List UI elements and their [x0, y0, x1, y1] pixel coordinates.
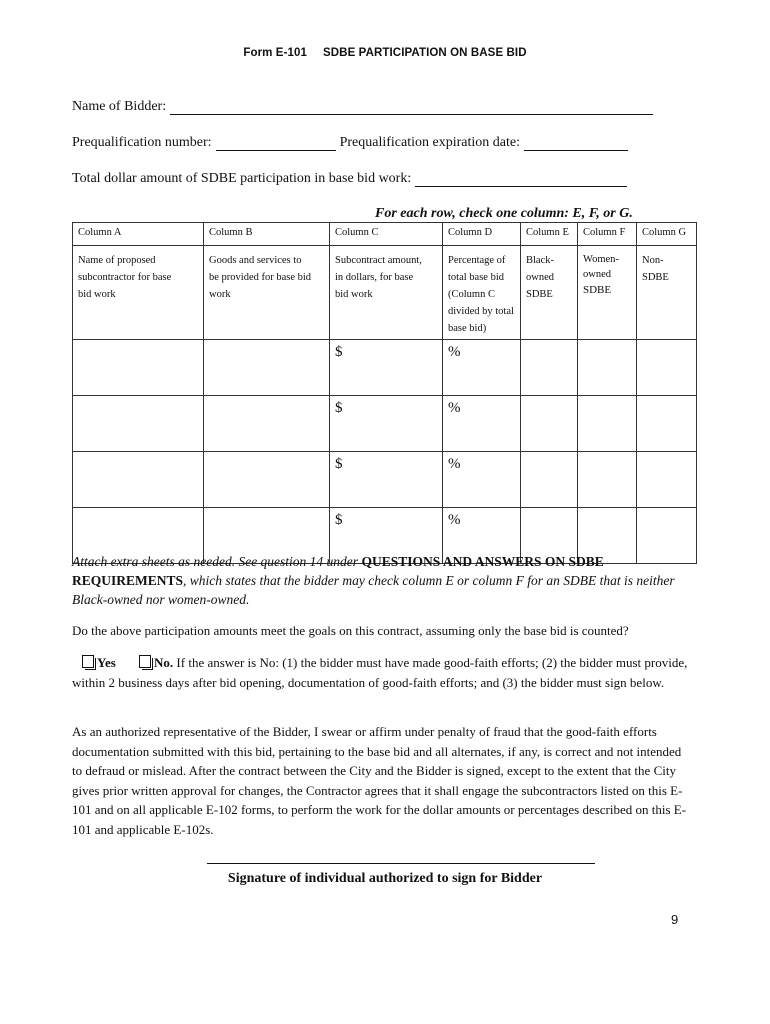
desc-line: be provided for base bid [209, 272, 312, 283]
column-description-row [73, 246, 697, 340]
column-b-description [204, 246, 330, 340]
desc-line: Goods and services to [209, 255, 302, 266]
column-f-description [578, 246, 637, 340]
column-g-description [637, 246, 697, 340]
non-sdbe-checkbox-cell[interactable] [637, 340, 697, 396]
form-name: SDBE PARTICIPATION ON BASE BID [323, 47, 527, 59]
dollar-sign: $ [335, 456, 343, 472]
women-owned-checkbox-cell[interactable] [578, 452, 637, 508]
desc-line: in dollars, for base [335, 272, 414, 283]
desc-line: SDBE [583, 284, 612, 296]
prequal-number-field[interactable] [216, 136, 336, 151]
table-row [73, 396, 697, 452]
percentage-cell[interactable] [443, 452, 521, 508]
dollar-sign: $ [335, 400, 343, 416]
black-owned-checkbox-cell[interactable] [521, 396, 578, 452]
extra-sheets-note [72, 552, 692, 609]
desc-line: owned [526, 272, 554, 283]
yes-label: Yes [97, 655, 116, 670]
subcontract-amount-cell[interactable] [330, 396, 443, 452]
signature-line[interactable] [207, 863, 595, 864]
subcontractor-name-cell[interactable] [73, 340, 204, 396]
dollar-sign: $ [335, 344, 343, 360]
form-title [0, 47, 770, 59]
prequal-expiration-label: Prequalification expiration date: [339, 135, 520, 150]
yes-checkbox[interactable] [82, 655, 94, 668]
participation-table [72, 222, 697, 564]
column-a-header: Column A [73, 223, 204, 246]
prequal-number-label: Prequalification number: [72, 135, 212, 150]
dollar-sign: $ [335, 512, 343, 528]
column-c-description [330, 246, 443, 340]
goods-services-cell[interactable] [204, 452, 330, 508]
desc-line: total base bid [448, 272, 504, 283]
signature-caption: Signature of individual authorized to sign for Bidder [227, 871, 543, 886]
total-dollar-row [72, 171, 627, 187]
table-row [73, 340, 697, 396]
note-reference: QUESTIONS AND ANSWERS ON SDBE REQUIREMENTS [72, 554, 604, 588]
note-text: Attach extra sheets as needed. See question 14 under [72, 554, 362, 569]
total-dollar-field[interactable] [415, 172, 627, 187]
no-answer-text: If the answer is No: (1) the bidder must have made good-faith efforts; (2) the bidder must provide, within 2 business days after bid opening, documentation of good-faith efforts; and (3) the bidder must sign below. [72, 655, 688, 690]
desc-line: bid work [335, 289, 373, 300]
prequal-expiration-field[interactable] [524, 136, 628, 151]
column-f-header: Column F [578, 223, 637, 246]
desc-line: divided by total [448, 306, 514, 317]
desc-line: Percentage of [448, 255, 506, 266]
desc-line: work [209, 289, 231, 300]
yes-option[interactable] [82, 655, 116, 670]
bidder-name-field[interactable] [170, 100, 653, 115]
non-sdbe-checkbox-cell[interactable] [637, 396, 697, 452]
black-owned-checkbox-cell[interactable] [521, 340, 578, 396]
women-owned-checkbox-cell[interactable] [578, 340, 637, 396]
column-instruction: For each row, check one column: E, F, or G. [375, 206, 633, 221]
percentage-cell[interactable] [443, 340, 521, 396]
desc-line: Non- [642, 255, 664, 266]
goods-services-cell[interactable] [204, 340, 330, 396]
column-e-description [521, 246, 578, 340]
desc-line: base bid) [448, 323, 487, 334]
percent-sign: % [448, 400, 461, 416]
table-row [73, 452, 697, 508]
subcontract-amount-cell[interactable] [330, 340, 443, 396]
column-a-description [73, 246, 204, 340]
total-dollar-label: Total dollar amount of SDBE participation in base bid work: [72, 171, 412, 186]
percentage-cell[interactable] [443, 396, 521, 452]
subcontractor-name-cell[interactable] [73, 396, 204, 452]
goods-services-cell[interactable] [204, 396, 330, 452]
bidder-name-label: Name of Bidder: [72, 99, 167, 114]
goals-question: Do the above participation amounts meet the goals on this contract, assuming only the base bid is counted? [72, 623, 629, 638]
black-owned-checkbox-cell[interactable] [521, 452, 578, 508]
goals-answer [72, 653, 690, 692]
column-header-row [73, 223, 697, 246]
no-label: No. [154, 655, 174, 670]
page-number: 9 [671, 912, 679, 927]
column-g-header: Column G [637, 223, 697, 246]
no-checkbox[interactable] [139, 655, 151, 668]
column-d-description [443, 246, 521, 340]
no-option[interactable] [139, 655, 173, 670]
non-sdbe-checkbox-cell[interactable] [637, 452, 697, 508]
desc-line: SDBE [526, 289, 553, 300]
form-number: Form E-101 [243, 47, 307, 59]
affirmation-paragraph: As an authorized representative of the Bidder, I swear or affirm under penalty of fraud that the good-faith efforts documentation submitted with this bid, pertaining to the base bid and all alternates, if any, is correct and not intended to defraud or mislead. After the contract between the City and the Bidder is signed, except to the extent that the City gives prior written approval for changes, the Contractor agrees that it shall engage the subcontractors listed on this E-101 and on all applicable E-102 forms, to perform the work for the dollar amounts or percentages described on this E-101 and applicable E-102s. [72, 724, 687, 837]
column-e-header: Column E [521, 223, 578, 246]
column-b-header: Column B [204, 223, 330, 246]
percent-sign: % [448, 344, 461, 360]
column-d-header: Column D [443, 223, 521, 246]
desc-line: SDBE [642, 272, 669, 283]
percent-sign: % [448, 512, 461, 528]
women-owned-checkbox-cell[interactable] [578, 396, 637, 452]
subcontractor-name-cell[interactable] [73, 452, 204, 508]
desc-line: subcontractor for base [78, 272, 172, 283]
subcontract-amount-cell[interactable] [330, 452, 443, 508]
desc-line: Name of proposed [78, 255, 156, 266]
column-c-header: Column C [330, 223, 443, 246]
note-text: , which states that the bidder may check column E or column F for an SDBE that is neither Black-owned nor women-owned. [72, 573, 675, 607]
desc-line: bid work [78, 289, 116, 300]
bidder-name-row [72, 99, 653, 115]
prequalification-row [72, 135, 628, 151]
desc-line: Black- [526, 255, 554, 266]
desc-line: (Column C [448, 289, 495, 300]
desc-line: Women- [583, 254, 619, 265]
desc-line: owned [583, 269, 611, 280]
percent-sign: % [448, 456, 461, 472]
desc-line: Subcontract amount, [335, 255, 422, 266]
